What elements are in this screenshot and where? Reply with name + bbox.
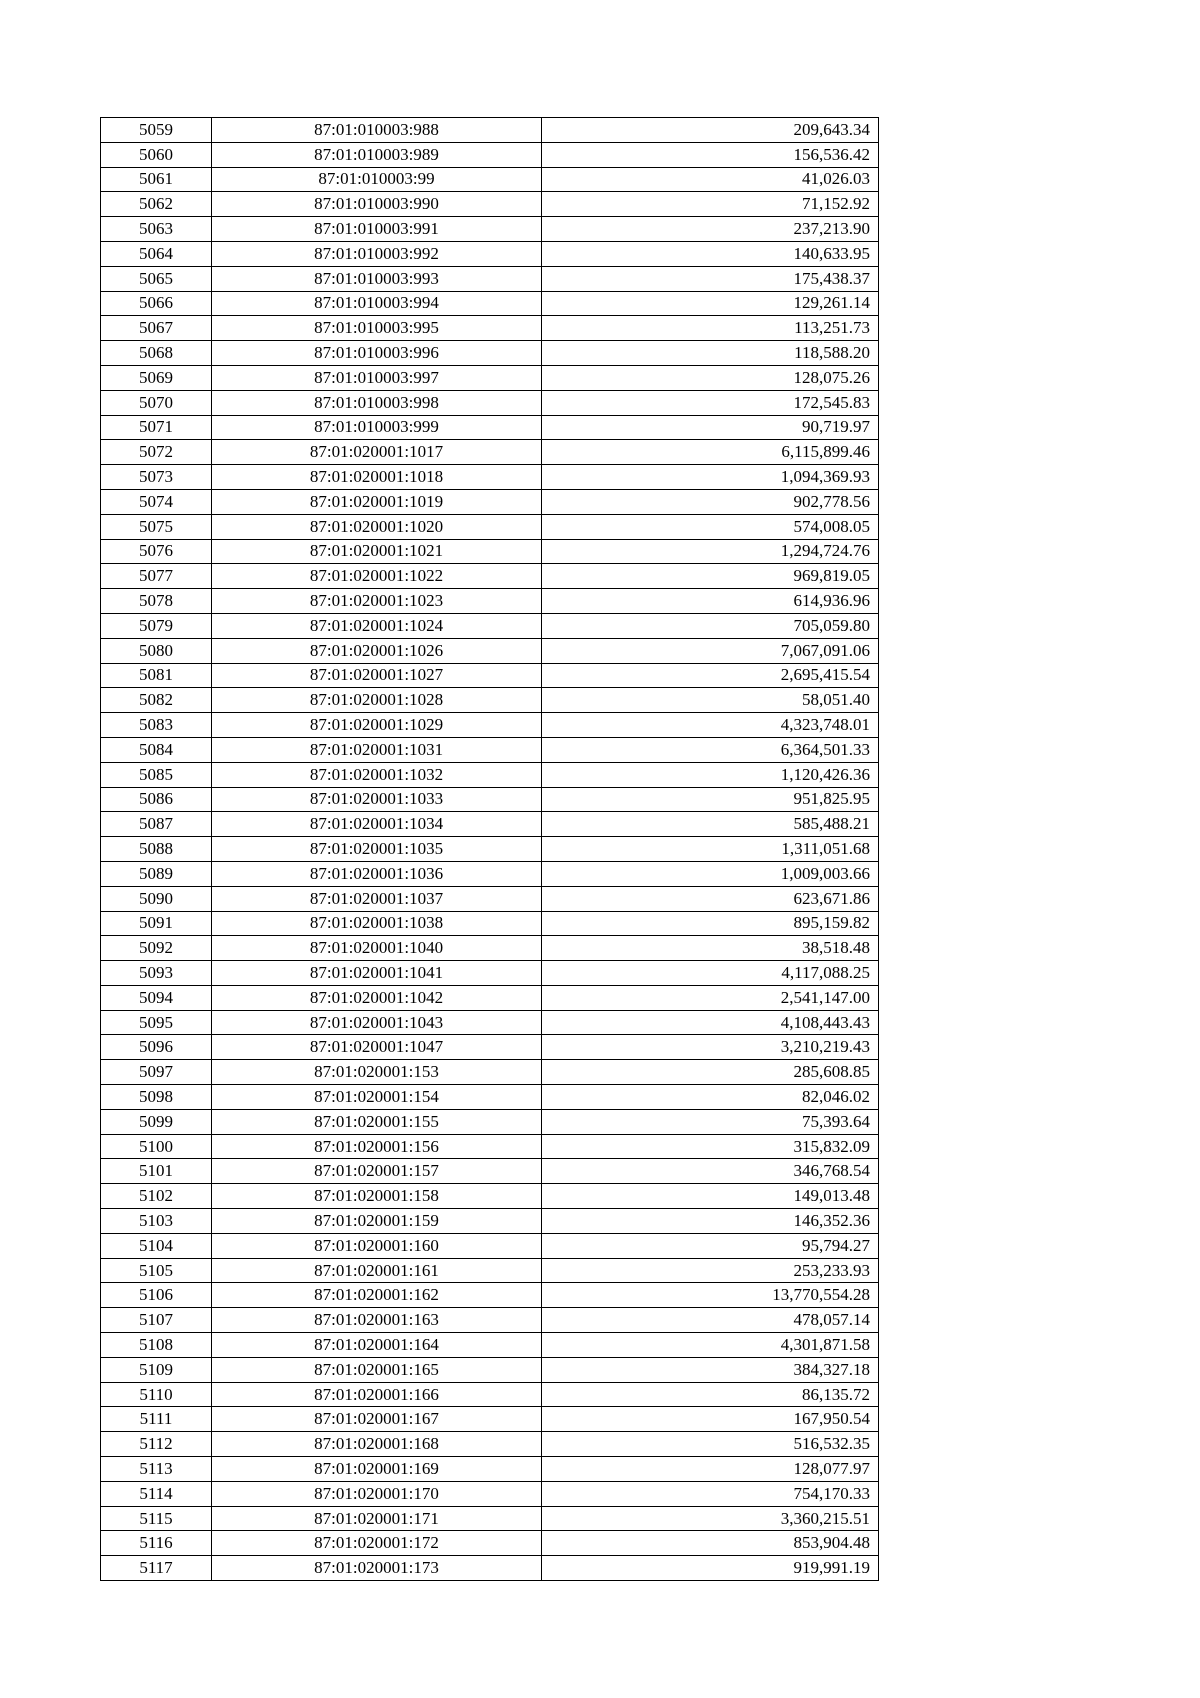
row-number-cell: 5110 (101, 1382, 212, 1407)
cadastral-number-cell: 87:01:020001:1041 (212, 961, 542, 986)
table-row (101, 638, 879, 663)
value-cell: 705,059.80 (542, 613, 879, 638)
cadastral-number-cell: 87:01:020001:1024 (212, 613, 542, 638)
cadastral-number-cell: 87:01:020001:153 (212, 1060, 542, 1085)
row-number-cell: 5112 (101, 1432, 212, 1457)
table-row (101, 167, 879, 192)
cadastral-number-cell: 87:01:020001:168 (212, 1432, 542, 1457)
table-row (101, 787, 879, 812)
value-cell: 118,588.20 (542, 341, 879, 366)
row-number-cell: 5085 (101, 762, 212, 787)
value-cell: 6,115,899.46 (542, 440, 879, 465)
value-cell: 951,825.95 (542, 787, 879, 812)
table-row (101, 440, 879, 465)
row-number-cell: 5075 (101, 514, 212, 539)
value-cell: 90,719.97 (542, 415, 879, 440)
row-number-cell: 5063 (101, 217, 212, 242)
table-row (101, 564, 879, 589)
row-number-cell: 5105 (101, 1258, 212, 1283)
cadastral-number-cell: 87:01:020001:1018 (212, 465, 542, 490)
row-number-cell: 5061 (101, 167, 212, 192)
table-row (101, 1481, 879, 1506)
table-row (101, 118, 879, 143)
value-cell: 86,135.72 (542, 1382, 879, 1407)
table-row (101, 192, 879, 217)
cadastral-number-cell: 87:01:020001:158 (212, 1184, 542, 1209)
row-number-cell: 5097 (101, 1060, 212, 1085)
cadastral-number-cell: 87:01:010003:988 (212, 118, 542, 143)
value-cell: 209,643.34 (542, 118, 879, 143)
cadastral-number-cell: 87:01:010003:998 (212, 390, 542, 415)
cadastral-number-cell: 87:01:020001:1027 (212, 663, 542, 688)
row-number-cell: 5068 (101, 341, 212, 366)
row-number-cell: 5071 (101, 415, 212, 440)
table-row (101, 1085, 879, 1110)
value-cell: 113,251.73 (542, 316, 879, 341)
cadastral-number-cell: 87:01:010003:992 (212, 241, 542, 266)
row-number-cell: 5099 (101, 1109, 212, 1134)
value-cell: 4,117,088.25 (542, 961, 879, 986)
cadastral-number-cell: 87:01:020001:1028 (212, 688, 542, 713)
table-row (101, 936, 879, 961)
table-row (101, 861, 879, 886)
value-cell: 146,352.36 (542, 1209, 879, 1234)
row-number-cell: 5072 (101, 440, 212, 465)
table-row (101, 217, 879, 242)
table-row (101, 713, 879, 738)
cadastral-number-cell: 87:01:020001:1019 (212, 489, 542, 514)
table-row (101, 762, 879, 787)
cadastral-number-cell: 87:01:010003:991 (212, 217, 542, 242)
value-cell: 1,120,426.36 (542, 762, 879, 787)
row-number-cell: 5066 (101, 291, 212, 316)
table-row (101, 514, 879, 539)
cadastral-number-cell: 87:01:020001:1043 (212, 1010, 542, 1035)
table-row (101, 241, 879, 266)
table-row (101, 812, 879, 837)
cadastral-number-cell: 87:01:020001:159 (212, 1209, 542, 1234)
value-cell: 623,671.86 (542, 886, 879, 911)
value-cell: 6,364,501.33 (542, 737, 879, 762)
value-cell: 237,213.90 (542, 217, 879, 242)
cadastral-number-cell: 87:01:020001:162 (212, 1283, 542, 1308)
value-cell: 38,518.48 (542, 936, 879, 961)
row-number-cell: 5079 (101, 613, 212, 638)
cadastral-number-cell: 87:01:020001:1021 (212, 539, 542, 564)
value-cell: 13,770,554.28 (542, 1283, 879, 1308)
cadastral-number-cell: 87:01:020001:157 (212, 1159, 542, 1184)
row-number-cell: 5087 (101, 812, 212, 837)
table-row (101, 961, 879, 986)
cadastral-number-cell: 87:01:020001:170 (212, 1481, 542, 1506)
value-cell: 95,794.27 (542, 1233, 879, 1258)
table-row (101, 291, 879, 316)
value-cell: 2,541,147.00 (542, 985, 879, 1010)
row-number-cell: 5104 (101, 1233, 212, 1258)
table-row (101, 1333, 879, 1358)
row-number-cell: 5114 (101, 1481, 212, 1506)
table-row (101, 1506, 879, 1531)
table-row (101, 1382, 879, 1407)
cadastral-number-cell: 87:01:020001:1031 (212, 737, 542, 762)
table-row (101, 985, 879, 1010)
cadastral-number-cell: 87:01:020001:1032 (212, 762, 542, 787)
row-number-cell: 5067 (101, 316, 212, 341)
cadastral-number-cell: 87:01:020001:1022 (212, 564, 542, 589)
row-number-cell: 5111 (101, 1407, 212, 1432)
value-cell: 614,936.96 (542, 589, 879, 614)
table-row (101, 1308, 879, 1333)
row-number-cell: 5108 (101, 1333, 212, 1358)
row-number-cell: 5115 (101, 1506, 212, 1531)
table-row (101, 142, 879, 167)
row-number-cell: 5093 (101, 961, 212, 986)
table-row (101, 365, 879, 390)
cadastral-number-cell: 87:01:020001:160 (212, 1233, 542, 1258)
value-cell: 4,108,443.43 (542, 1010, 879, 1035)
value-cell: 285,608.85 (542, 1060, 879, 1085)
row-number-cell: 5060 (101, 142, 212, 167)
row-number-cell: 5077 (101, 564, 212, 589)
cadastral-number-cell: 87:01:010003:995 (212, 316, 542, 341)
value-cell: 71,152.92 (542, 192, 879, 217)
value-cell: 172,545.83 (542, 390, 879, 415)
cadastral-number-cell: 87:01:020001:165 (212, 1357, 542, 1382)
cadastral-number-cell: 87:01:020001:166 (212, 1382, 542, 1407)
value-cell: 478,057.14 (542, 1308, 879, 1333)
row-number-cell: 5089 (101, 861, 212, 886)
row-number-cell: 5113 (101, 1457, 212, 1482)
cadastral-number-cell: 87:01:020001:1017 (212, 440, 542, 465)
row-number-cell: 5102 (101, 1184, 212, 1209)
table-row (101, 837, 879, 862)
table-body (101, 118, 879, 1581)
row-number-cell: 5117 (101, 1556, 212, 1581)
row-number-cell: 5059 (101, 118, 212, 143)
value-cell: 129,261.14 (542, 291, 879, 316)
table-row (101, 1209, 879, 1234)
table-row (101, 1010, 879, 1035)
value-cell: 1,094,369.93 (542, 465, 879, 490)
row-number-cell: 5088 (101, 837, 212, 862)
value-cell: 1,311,051.68 (542, 837, 879, 862)
table-row (101, 316, 879, 341)
cadastral-number-cell: 87:01:020001:169 (212, 1457, 542, 1482)
row-number-cell: 5090 (101, 886, 212, 911)
cadastral-number-cell: 87:01:010003:990 (212, 192, 542, 217)
table-row (101, 465, 879, 490)
value-cell: 167,950.54 (542, 1407, 879, 1432)
value-cell: 969,819.05 (542, 564, 879, 589)
value-cell: 156,536.42 (542, 142, 879, 167)
row-number-cell: 5081 (101, 663, 212, 688)
table-row (101, 663, 879, 688)
value-cell: 574,008.05 (542, 514, 879, 539)
value-cell: 853,904.48 (542, 1531, 879, 1556)
cadastral-number-cell: 87:01:020001:1038 (212, 911, 542, 936)
value-cell: 41,026.03 (542, 167, 879, 192)
value-cell: 4,301,871.58 (542, 1333, 879, 1358)
cadastral-number-cell: 87:01:020001:1034 (212, 812, 542, 837)
row-number-cell: 5116 (101, 1531, 212, 1556)
value-cell: 585,488.21 (542, 812, 879, 837)
table-row (101, 1283, 879, 1308)
value-cell: 1,009,003.66 (542, 861, 879, 886)
row-number-cell: 5064 (101, 241, 212, 266)
table-row (101, 911, 879, 936)
table-row (101, 1060, 879, 1085)
value-cell: 384,327.18 (542, 1357, 879, 1382)
table-row (101, 737, 879, 762)
cadastral-number-cell: 87:01:020001:173 (212, 1556, 542, 1581)
row-number-cell: 5091 (101, 911, 212, 936)
cadastral-number-cell: 87:01:010003:999 (212, 415, 542, 440)
table-row (101, 886, 879, 911)
cadastral-number-cell: 87:01:020001:154 (212, 1085, 542, 1110)
table-row (101, 1432, 879, 1457)
row-number-cell: 5095 (101, 1010, 212, 1035)
value-cell: 253,233.93 (542, 1258, 879, 1283)
cadastral-number-cell: 87:01:020001:163 (212, 1308, 542, 1333)
cadastral-number-cell: 87:01:010003:996 (212, 341, 542, 366)
row-number-cell: 5084 (101, 737, 212, 762)
value-cell: 75,393.64 (542, 1109, 879, 1134)
table-row (101, 390, 879, 415)
cadastral-number-cell: 87:01:020001:1035 (212, 837, 542, 862)
table-row (101, 1357, 879, 1382)
value-cell: 346,768.54 (542, 1159, 879, 1184)
value-cell: 4,323,748.01 (542, 713, 879, 738)
row-number-cell: 5065 (101, 266, 212, 291)
row-number-cell: 5106 (101, 1283, 212, 1308)
cadastral-number-cell: 87:01:020001:1047 (212, 1035, 542, 1060)
cadastral-number-cell: 87:01:010003:993 (212, 266, 542, 291)
row-number-cell: 5078 (101, 589, 212, 614)
value-cell: 3,360,215.51 (542, 1506, 879, 1531)
value-cell: 895,159.82 (542, 911, 879, 936)
table-row (101, 613, 879, 638)
cadastral-number-cell: 87:01:020001:167 (212, 1407, 542, 1432)
row-number-cell: 5069 (101, 365, 212, 390)
table-row (101, 1531, 879, 1556)
row-number-cell: 5109 (101, 1357, 212, 1382)
row-number-cell: 5073 (101, 465, 212, 490)
cadastral-number-cell: 87:01:010003:99 (212, 167, 542, 192)
table-row (101, 489, 879, 514)
value-cell: 516,532.35 (542, 1432, 879, 1457)
table-row (101, 1258, 879, 1283)
cadastral-number-cell: 87:01:010003:994 (212, 291, 542, 316)
value-cell: 2,695,415.54 (542, 663, 879, 688)
cadastral-number-cell: 87:01:020001:1026 (212, 638, 542, 663)
row-number-cell: 5092 (101, 936, 212, 961)
row-number-cell: 5062 (101, 192, 212, 217)
table-row (101, 1556, 879, 1581)
row-number-cell: 5101 (101, 1159, 212, 1184)
cadastral-number-cell: 87:01:020001:172 (212, 1531, 542, 1556)
row-number-cell: 5070 (101, 390, 212, 415)
cadastral-number-cell: 87:01:020001:161 (212, 1258, 542, 1283)
table-row (101, 1233, 879, 1258)
row-number-cell: 5100 (101, 1134, 212, 1159)
cadastral-number-cell: 87:01:010003:989 (212, 142, 542, 167)
row-number-cell: 5086 (101, 787, 212, 812)
cadastral-number-cell: 87:01:020001:171 (212, 1506, 542, 1531)
cadastral-number-cell: 87:01:020001:1042 (212, 985, 542, 1010)
cadastral-number-cell: 87:01:020001:156 (212, 1134, 542, 1159)
cadastral-number-cell: 87:01:020001:1040 (212, 936, 542, 961)
cadastral-number-cell: 87:01:010003:997 (212, 365, 542, 390)
cadastral-number-cell: 87:01:020001:1037 (212, 886, 542, 911)
value-cell: 58,051.40 (542, 688, 879, 713)
table-row (101, 1457, 879, 1482)
table-row (101, 589, 879, 614)
value-cell: 919,991.19 (542, 1556, 879, 1581)
value-cell: 902,778.56 (542, 489, 879, 514)
row-number-cell: 5098 (101, 1085, 212, 1110)
value-cell: 175,438.37 (542, 266, 879, 291)
table-row (101, 1109, 879, 1134)
table-row (101, 1159, 879, 1184)
table-row (101, 1184, 879, 1209)
table-row (101, 539, 879, 564)
value-cell: 1,294,724.76 (542, 539, 879, 564)
row-number-cell: 5076 (101, 539, 212, 564)
row-number-cell: 5083 (101, 713, 212, 738)
cadastral-number-cell: 87:01:020001:1029 (212, 713, 542, 738)
value-cell: 149,013.48 (542, 1184, 879, 1209)
cadastral-number-cell: 87:01:020001:155 (212, 1109, 542, 1134)
row-number-cell: 5094 (101, 985, 212, 1010)
row-number-cell: 5080 (101, 638, 212, 663)
table-row (101, 688, 879, 713)
row-number-cell: 5096 (101, 1035, 212, 1060)
value-cell: 754,170.33 (542, 1481, 879, 1506)
cadastral-number-cell: 87:01:020001:1020 (212, 514, 542, 539)
value-cell: 128,075.26 (542, 365, 879, 390)
value-cell: 140,633.95 (542, 241, 879, 266)
table-row (101, 1407, 879, 1432)
table-row (101, 1134, 879, 1159)
value-cell: 315,832.09 (542, 1134, 879, 1159)
cadastral-number-cell: 87:01:020001:1036 (212, 861, 542, 886)
cadastral-value-table (100, 117, 879, 1581)
value-cell: 128,077.97 (542, 1457, 879, 1482)
row-number-cell: 5082 (101, 688, 212, 713)
table-row (101, 1035, 879, 1060)
row-number-cell: 5103 (101, 1209, 212, 1234)
cadastral-number-cell: 87:01:020001:1023 (212, 589, 542, 614)
table-row (101, 341, 879, 366)
row-number-cell: 5107 (101, 1308, 212, 1333)
value-cell: 7,067,091.06 (542, 638, 879, 663)
cadastral-number-cell: 87:01:020001:164 (212, 1333, 542, 1358)
table-row (101, 415, 879, 440)
value-cell: 3,210,219.43 (542, 1035, 879, 1060)
cadastral-number-cell: 87:01:020001:1033 (212, 787, 542, 812)
value-cell: 82,046.02 (542, 1085, 879, 1110)
row-number-cell: 5074 (101, 489, 212, 514)
table-row (101, 266, 879, 291)
